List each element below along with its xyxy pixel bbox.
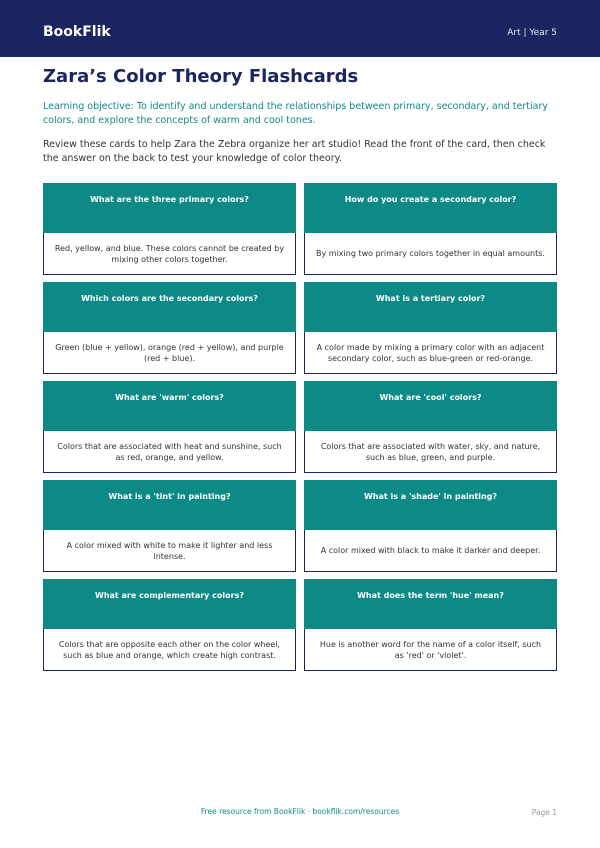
flashcard[interactable] [304, 381, 557, 473]
flashcard-answer: Hue is another word for the name of a color itself, such as 'red' or 'violet'. [304, 629, 557, 671]
flashcard-answer: A color mixed with white to make it lighter and less intense. [43, 530, 296, 572]
flashcard-answer: Green (blue + yellow), orange (red + yellow), and purple (red + blue). [43, 332, 296, 374]
flashcard-answer: By mixing two primary colors together in equal amounts. [304, 233, 557, 275]
flashcard[interactable] [43, 381, 296, 473]
flashcard[interactable] [304, 183, 557, 275]
learning-objective: Learning objective: To identify and understand the relationships between primary, secondary, and tertiary colors, and explore the concepts of warm and cool tones. [43, 101, 548, 126]
flashcard[interactable] [304, 579, 557, 671]
flashcard[interactable] [304, 282, 557, 374]
flashcard-question: What does the term 'hue' mean? [304, 579, 557, 629]
flashcard[interactable] [43, 480, 296, 572]
flashcard-question: What is a 'tint' in painting? [43, 480, 296, 530]
flashcard[interactable] [304, 480, 557, 572]
flashcard-answer: A color made by mixing a primary color with an adjacent secondary color, such as blue-green or red-orange. [304, 332, 557, 374]
footer-link[interactable]: Free resource from BookFlik · bookflik.com/resources [200, 807, 400, 816]
flashcard-answer: A color mixed with black to make it darker and deeper. [304, 530, 557, 572]
flashcard-answer: Colors that are opposite each other on the color wheel, such as blue and orange, which create high contrast. [43, 629, 296, 671]
flashcard[interactable] [43, 579, 296, 671]
flashcard-answer: Colors that are associated with heat and sunshine, such as red, orange, and yellow. [43, 431, 296, 473]
header-bar [0, 0, 600, 57]
flashcard-question: What are the three primary colors? [43, 183, 296, 233]
page-number: Page 1 [531, 808, 557, 817]
flashcard-answer: Colors that are associated with water, sky, and nature, such as blue, green, and purple. [304, 431, 557, 473]
flashcard-question: What is a 'shade' in painting? [304, 480, 557, 530]
subject-year-label: Art | Year 5 [507, 28, 557, 38]
flashcard-question: How do you create a secondary color? [304, 183, 557, 233]
flashcard-question: What is a tertiary color? [304, 282, 557, 332]
flashcard-answer: Red, yellow, and blue. These colors cannot be created by mixing other colors together. [43, 233, 296, 275]
flashcard-question: What are 'warm' colors? [43, 381, 296, 431]
flashcard[interactable] [43, 183, 296, 275]
flashcard-question: Which colors are the secondary colors? [43, 282, 296, 332]
flashcard[interactable] [43, 282, 296, 374]
page-title: Zara’s Color Theory Flashcards [43, 66, 359, 87]
flashcard-question: What are 'cool' colors? [304, 381, 557, 431]
intro-text: Review these cards to help Zara the Zebra organize her art studio! Read the front of the card, then check the answer on the back to test your knowledge of color theory. [43, 139, 546, 164]
flashcard-question: What are complementary colors? [43, 579, 296, 629]
flashcard-grid [43, 183, 557, 671]
brand-logo[interactable]: BookFlik [43, 24, 111, 40]
